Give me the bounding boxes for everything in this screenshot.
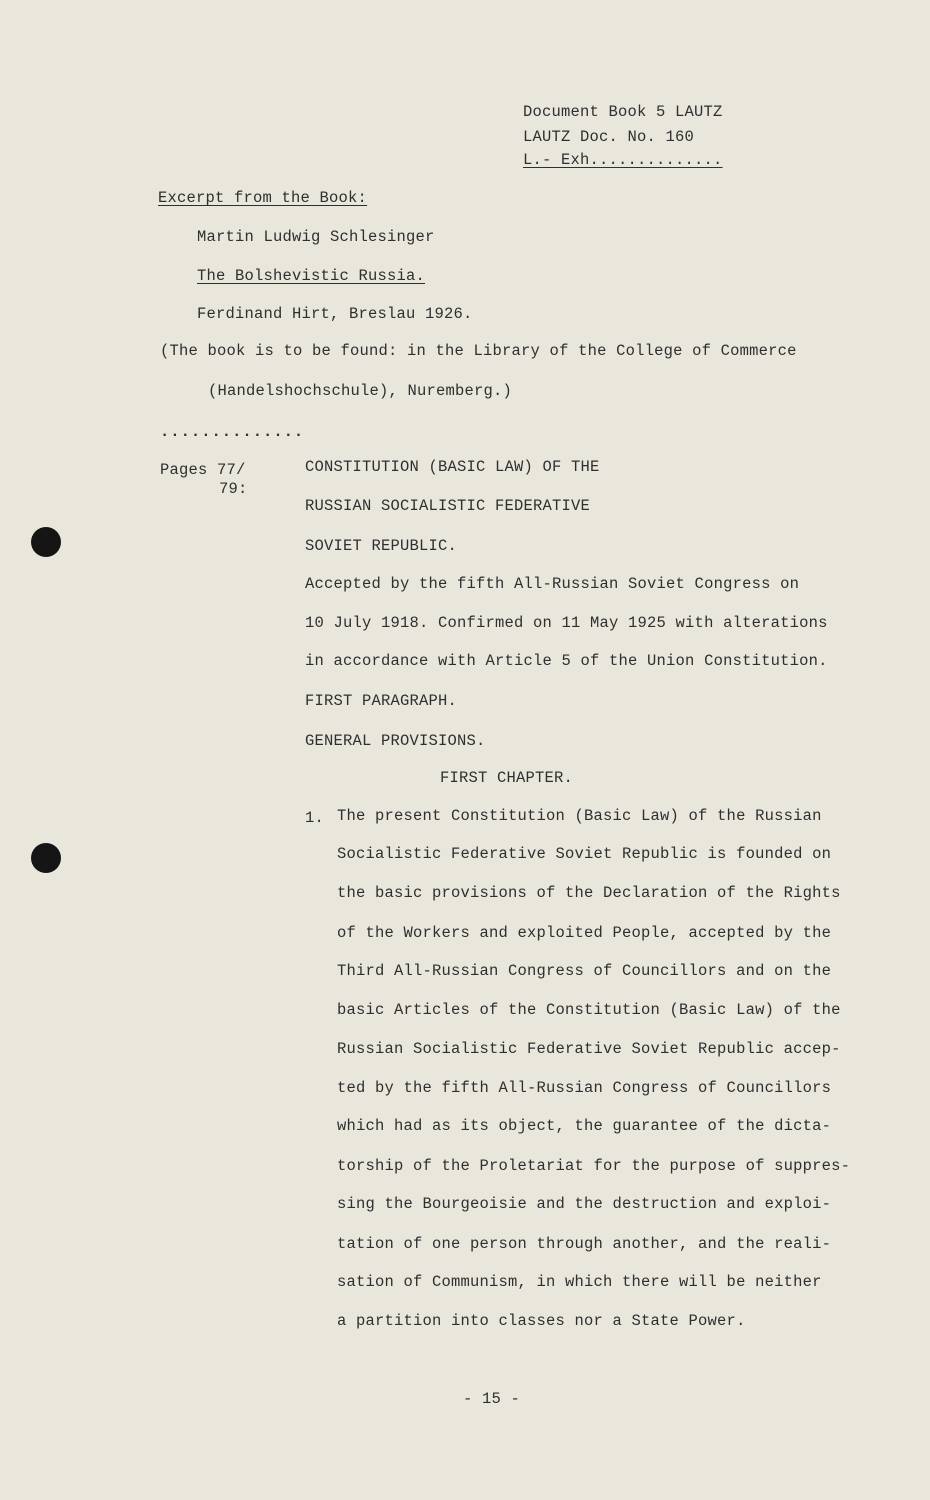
book-location-line: (The book is to be found: in the Library of the College of Commerce (160, 342, 797, 360)
item-text-line: a partition into classes nor a State Power. (337, 1312, 746, 1330)
item-text-line: tation of one person through another, and the reali- (337, 1235, 832, 1253)
item-text-line: The present Constitution (Basic Law) of the Russian (337, 807, 822, 825)
acceptance-line: Accepted by the fifth All-Russian Soviet Congress on (305, 575, 800, 593)
header-exhibit: L.- Exh.............. (523, 151, 723, 169)
punch-hole (31, 527, 61, 557)
item-text-line: torship of the Proletariat for the purpose of suppres- (337, 1157, 851, 1175)
page-number: - 15 - (463, 1390, 521, 1408)
pages-ref-line: Pages 77/ (160, 461, 246, 479)
constitution-title: SOVIET REPUBLIC. (305, 537, 458, 555)
header-doc-number: LAUTZ Doc. No. 160 (523, 128, 695, 146)
separator-dots: .............. (160, 423, 305, 441)
chapter-heading: FIRST CHAPTER. (440, 769, 574, 787)
provisions-heading: GENERAL PROVISIONS. (305, 732, 486, 750)
item-text-line: sing the Bourgeoisie and the destruction and exploi- (337, 1195, 832, 1213)
acceptance-line: 10 July 1918. Confirmed on 11 May 1925 with alterations (305, 614, 828, 632)
constitution-title: RUSSIAN SOCIALISTIC FEDERATIVE (305, 497, 591, 515)
constitution-title: CONSTITUTION (BASIC LAW) OF THE (305, 458, 600, 476)
item-text-line: sation of Communism, in which there will be neither (337, 1273, 822, 1291)
pages-ref-line: 79: (219, 480, 248, 498)
item-text-line: Socialistic Federative Soviet Republic is founded on (337, 845, 832, 863)
paragraph-heading: FIRST PARAGRAPH. (305, 692, 458, 710)
item-text-line: Third All-Russian Congress of Councillors and on the (337, 962, 832, 980)
item-text-line: the basic provisions of the Declaration of the Rights (337, 884, 841, 902)
item-number: 1. (305, 809, 325, 827)
punch-hole (31, 843, 61, 873)
book-author: Martin Ludwig Schlesinger (197, 228, 435, 246)
book-publisher: Ferdinand Hirt, Breslau 1926. (197, 305, 473, 323)
header-document-book: Document Book 5 LAUTZ (523, 103, 723, 121)
acceptance-line: in accordance with Article 5 of the Union Constitution. (305, 652, 828, 670)
item-text-line: of the Workers and exploited People, accepted by the (337, 924, 832, 942)
item-text-line: which had as its object, the guarantee of the dicta- (337, 1117, 832, 1135)
item-text-line: basic Articles of the Constitution (Basic Law) of the (337, 1001, 841, 1019)
book-title: The Bolshevistic Russia. (197, 267, 426, 285)
excerpt-label: Excerpt from the Book: (158, 189, 368, 207)
item-text-line: Russian Socialistic Federative Soviet Republic accep- (337, 1040, 841, 1058)
item-text-line: ted by the fifth All-Russian Congress of Councillors (337, 1079, 832, 1097)
book-location-line: (Handelshochschule), Nuremberg.) (208, 382, 513, 400)
